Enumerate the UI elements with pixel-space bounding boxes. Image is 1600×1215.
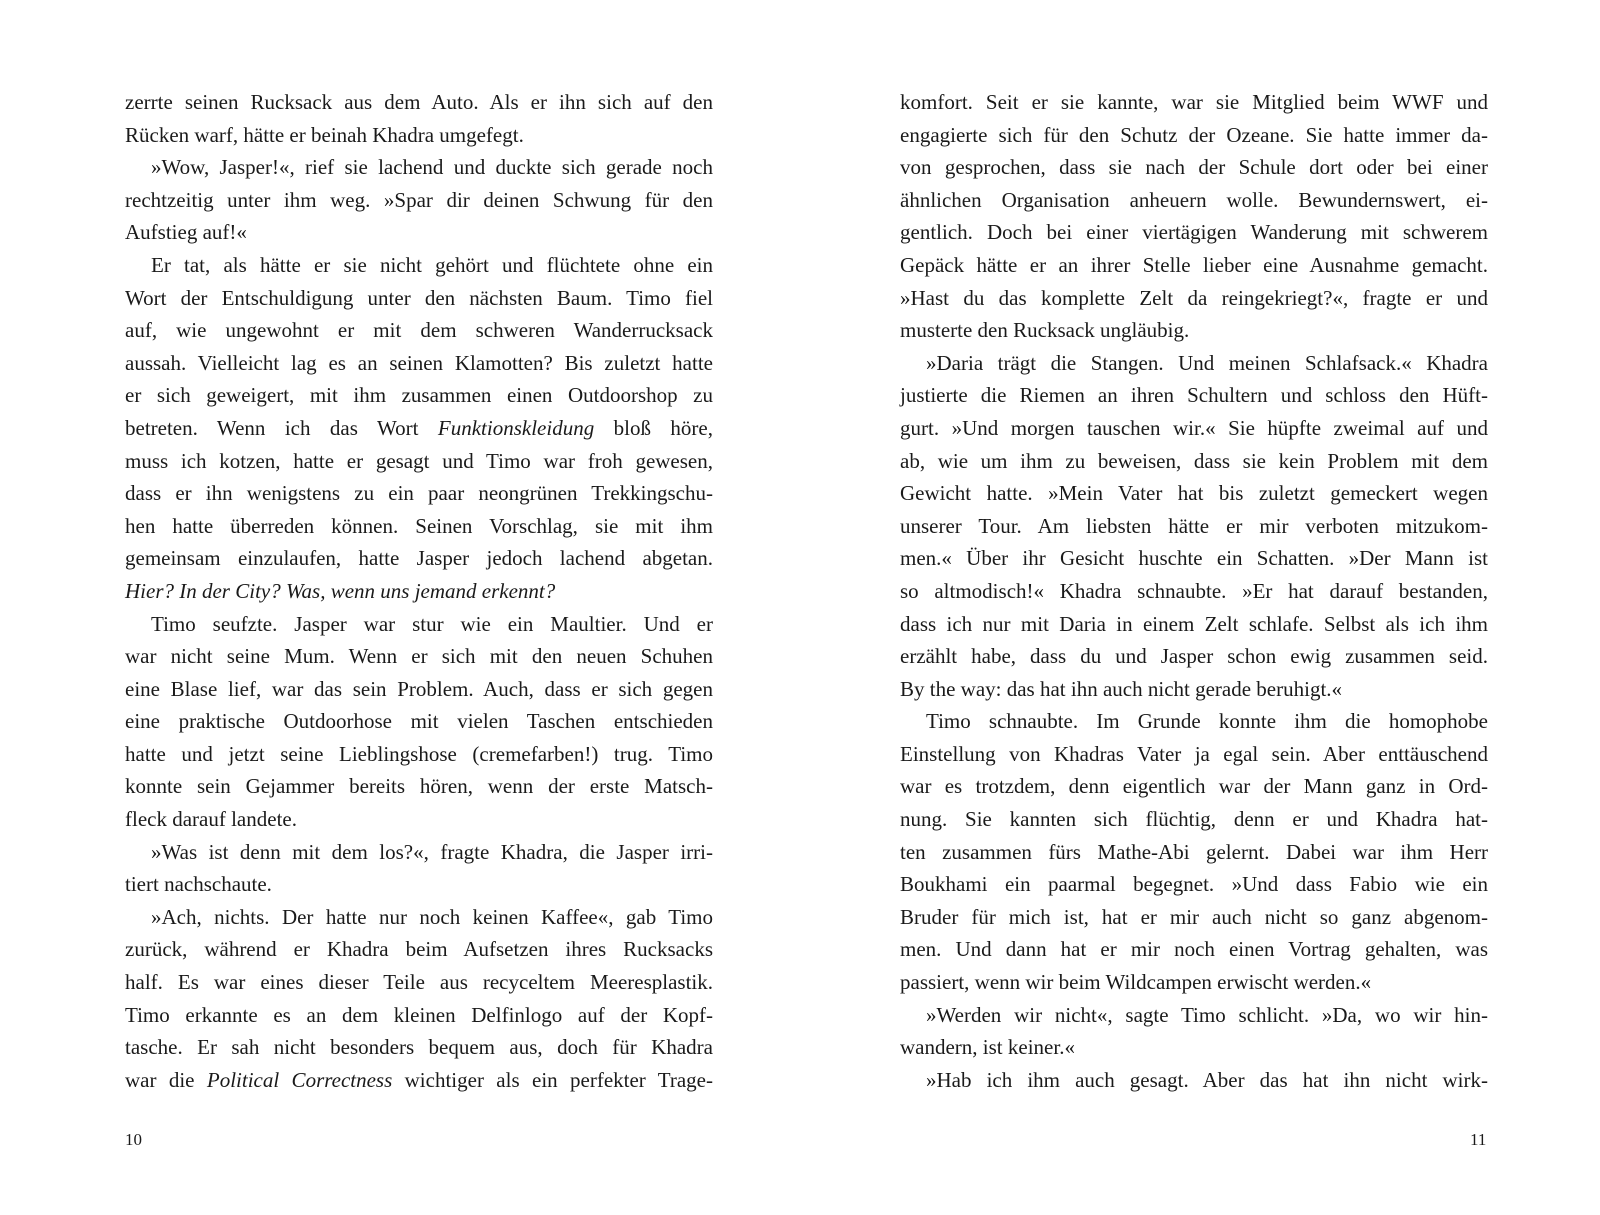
text-line: »Wow, Jasper!«, rief sie lachend und duckte sich gerade noch (151, 155, 713, 180)
text-line: tiert nachschaute. (125, 872, 272, 897)
italic-text: Political Correctness (206, 1067, 393, 1092)
text-line: »Was ist denn mit dem los?«, fragte Khadra, die Jasper irri- (151, 839, 713, 864)
text-line: Einstellung von Khadras Vater ja egal sein. Aber enttäuschend (900, 741, 1488, 766)
text-line: ten zusammen fürs Mathe-Abi gelernt. Dabei war ihm Herr (900, 839, 1488, 864)
text-segment: war die (125, 1067, 207, 1092)
text-line: justierte die Riemen an ihren Schultern und schloss den Hüft- (900, 383, 1488, 408)
text-line: rechtzeitig unter ihm weg. »Spar dir deinen Schwung für den (125, 187, 713, 212)
page-number-right: 11 (1470, 1130, 1487, 1149)
text-line: nung. Sie kannten sich flüchtig, denn er und Khadra hat- (900, 807, 1488, 832)
text-line (125, 575, 713, 608)
text-line: komfort. Seit er sie kannte, war sie Mitglied beim WWF und (900, 90, 1488, 114)
text-line: er sich geweigert, mit ihm zusammen einen Outdoorshop zu (125, 383, 713, 408)
text-line: passiert, wenn wir beim Wildcampen erwischt werden.« (900, 970, 1372, 995)
text-line: zurück, während er Khadra beim Aufsetzen ihres Rucksacks (125, 937, 713, 962)
text-segment: bloß höre, (594, 415, 713, 440)
text-line: »Hast du das komplette Zelt da reingekriegt?«, fragte er und (900, 285, 1488, 310)
text-line: aussah. Vielleicht lag es an seinen Klamotten? Bis zuletzt hatte (125, 350, 713, 375)
text-line: Aufstieg auf!« (125, 220, 247, 245)
text-line: hen hatte überreden können. Seinen Vorschlag, sie mit ihm (125, 513, 713, 538)
text-line: auf, wie ungewohnt er mit dem schweren Wanderrucksack (125, 318, 713, 343)
text-line: »Werden wir nicht«, sagte Timo schlicht. »Da, wo wir hin- (926, 1002, 1488, 1027)
text-line: tasche. Er sah nicht besonders bequem aus, doch für Khadra (125, 1035, 713, 1060)
text-line: Timo seufzte. Jasper war stur wie ein Maultier. Und er (151, 611, 713, 636)
text-line: musterte den Rucksack ungläubig. (900, 318, 1190, 343)
text-line: Wort der Entschuldigung unter den nächsten Baum. Timo fiel (125, 285, 713, 310)
text-line: gentlich. Doch bei einer viertägigen Wanderung mit schwerem (900, 220, 1488, 245)
text-line: Er tat, als hätte er sie nicht gehört und flüchtete ohne ein (151, 252, 713, 277)
text-line: fleck darauf landete. (125, 807, 297, 832)
text-line: Gepäck hätte er an ihrer Stelle lieber eine Ausnahme gemacht. (900, 252, 1488, 277)
text-line: erzählt habe, dass du und Jasper schon ewig zusammen seid. (900, 644, 1488, 669)
right-page-text (900, 86, 1488, 1096)
text-line: engagierte sich für den Schutz der Ozeane. Sie hatte immer da- (900, 122, 1488, 147)
text-line: muss ich kotzen, hatte er gesagt und Timo war froh gewesen, (125, 448, 713, 473)
left-page-text (125, 86, 713, 1096)
text-line: »Hab ich ihm auch gesagt. Aber das hat ihn nicht wirk- (926, 1067, 1488, 1092)
text-line: eine praktische Outdoorhose mit vielen Taschen entschieden (125, 709, 713, 734)
text-line: so altmodisch!« Khadra schnaubte. »Er hat darauf bestanden, (900, 578, 1488, 603)
text-line: war es trotzdem, denn eigentlich war der Mann ganz in Ord- (900, 774, 1488, 799)
text-line: »Ach, nichts. Der hatte nur noch keinen Kaffee«, gab Timo (151, 904, 713, 929)
text-line (125, 412, 713, 445)
text-line: zerrte seinen Rucksack aus dem Auto. Als er ihn sich auf den (125, 90, 713, 114)
text-line: gurt. »Und morgen tauschen wir.« Sie hüpfte zweimal auf und (900, 415, 1488, 440)
text-line: Timo erkannte es an dem kleinen Delfinlogo auf der Kopf- (125, 1002, 713, 1027)
text-line: Timo schnaubte. Im Grunde konnte ihm die homophobe (926, 709, 1488, 734)
text-line: war nicht seine Mum. Wenn er sich mit den neuen Schuhen (125, 644, 713, 669)
text-line: Boukhami ein paarmal begegnet. »Und dass Fabio wie ein (900, 872, 1488, 897)
text-line: ab, wie um ihm zu beweisen, dass sie kein Problem mit dem (900, 448, 1488, 473)
text-line: konnte sein Gejammer bereits hören, wenn der erste Matsch- (125, 774, 713, 799)
text-line: hatte und jetzt seine Lieblingshose (cremefarben!) trug. Timo (125, 741, 713, 766)
text-line: dass ich nur mit Daria in einem Zelt schlafe. Selbst als ich ihm (900, 611, 1488, 636)
text-line: gemeinsam einzulaufen, hatte Jasper jedoch lachend abgetan. (125, 546, 713, 571)
text-line: von gesprochen, dass sie nach der Schule dort oder bei einer (900, 155, 1488, 180)
text-line: Gewicht hatte. »Mein Vater hat bis zuletzt gemeckert wegen (900, 481, 1488, 506)
text-line: men. Und dann hat er mir noch einen Vortrag gehalten, was (900, 937, 1488, 962)
page-number-left: 10 (125, 1130, 142, 1149)
text-line: Bruder für mich ist, hat er mir auch nicht so ganz abgenom- (900, 904, 1488, 929)
text-line: unserer Tour. Am liebsten hätte er mir verboten mitzukom- (900, 513, 1488, 538)
text-line: dass er ihn wenigstens zu ein paar neongrünen Trekkingschu- (125, 481, 713, 506)
text-line: »Daria trägt die Stangen. Und meinen Schlafsack.« Khadra (926, 350, 1488, 375)
text-line: half. Es war eines dieser Teile aus recyceltem Meeresplastik. (125, 970, 713, 995)
text-line: men.« Über ihr Gesicht huschte ein Schatten. »Der Mann ist (900, 546, 1488, 571)
italic-text: Hier? In der City? Was, wenn uns jemand erkennt? (125, 578, 556, 603)
text-segment: wichtiger als ein perfekter Trage- (392, 1067, 713, 1092)
text-line: By the way: das hat ihn auch nicht gerade beruhigt.« (900, 676, 1343, 701)
text-line: ähnlichen Organisation anheuern wolle. Bewundernswert, ei- (900, 187, 1488, 212)
text-line: Rücken warf, hätte er beinah Khadra umgefegt. (125, 122, 524, 147)
italic-text: Funktionskleidung (437, 415, 595, 440)
text-line (125, 1064, 713, 1097)
text-line: wandern, ist keiner.« (900, 1035, 1075, 1060)
text-segment: betreten. Wenn ich das Wort (125, 415, 438, 440)
text-line: eine Blase lief, war das sein Problem. Auch, dass er sich gegen (125, 676, 713, 701)
